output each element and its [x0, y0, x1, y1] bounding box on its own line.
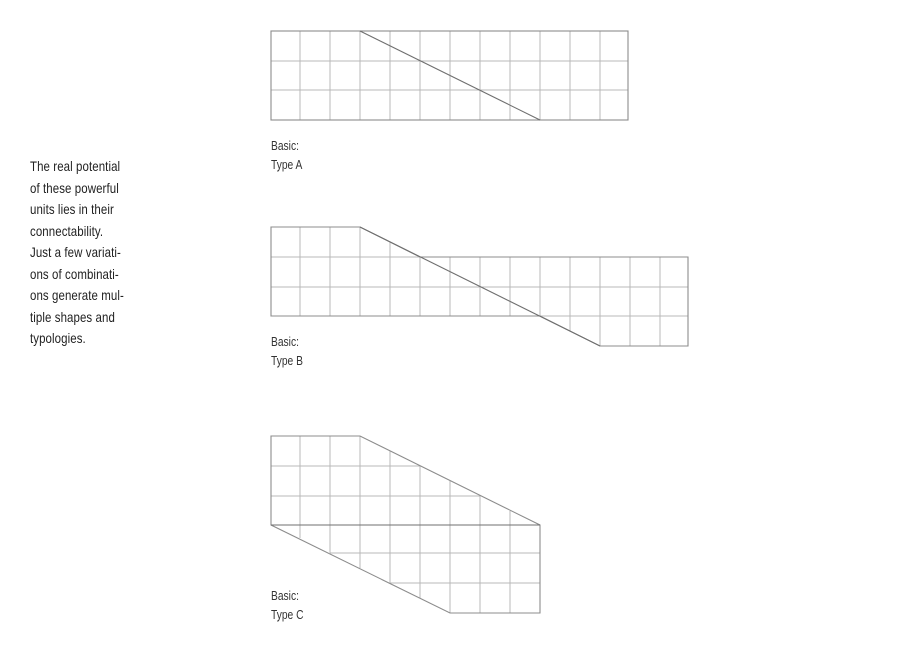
- intro-line: typologies.: [30, 330, 86, 346]
- caption-label: Basic:: [271, 589, 299, 603]
- caption-type: Type C: [271, 608, 304, 622]
- type-a-caption: [271, 137, 302, 175]
- type-c-caption: [271, 587, 303, 625]
- type-a-diagram: [271, 31, 628, 120]
- type-b-diagram: [271, 227, 688, 346]
- type-b-caption: [271, 333, 303, 371]
- caption-label: Basic:: [271, 139, 299, 153]
- type-c-diagram: [271, 436, 540, 613]
- intro-line: of these powerful: [30, 179, 119, 196]
- intro-line: ons of combinati-: [30, 265, 119, 282]
- intro-line: The real potential: [30, 158, 121, 174]
- intro-line: Just a few variati-: [30, 244, 121, 260]
- intro-line: ons generate mul-: [30, 287, 124, 303]
- intro-line: tiple shapes and: [30, 308, 115, 325]
- caption-type: Type B: [271, 354, 303, 368]
- intro-line: units lies in their: [30, 201, 114, 217]
- intro-line: connectability.: [30, 222, 104, 239]
- caption-type: Type A: [271, 158, 303, 172]
- caption-label: Basic:: [271, 335, 299, 349]
